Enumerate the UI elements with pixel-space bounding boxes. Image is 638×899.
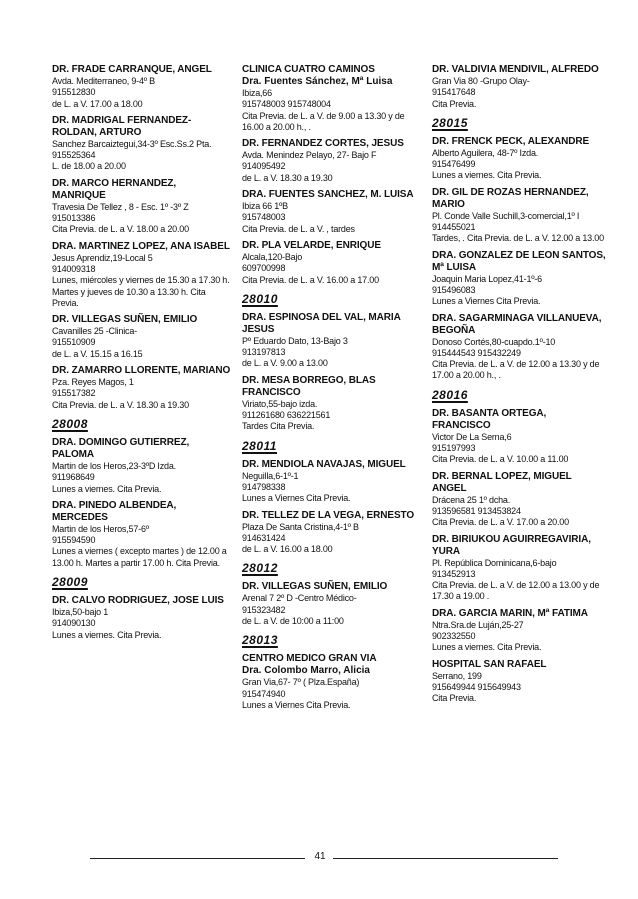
entry-hours: Cita Previa. <box>432 98 477 109</box>
directory-entry <box>52 115 232 173</box>
directory-entry <box>242 64 420 133</box>
entry-name: DR. VALDIVIA MENDIVIL, ALFREDO <box>432 64 599 75</box>
entry-name: DR. FRENCK PECK, ALEXANDRE <box>432 135 590 147</box>
entry-name: DRA. MARTINEZ LOPEZ, ANA ISABEL <box>52 240 230 252</box>
entry-hours: Cita Previa. de L. a V. 16.00 a 17.00 <box>242 274 379 285</box>
entry-address: Gran Via 80 -Grupo Olay- <box>432 76 530 86</box>
entry-address: Neguilla,6-1º-1 <box>242 470 299 481</box>
entry-phone: 915496083 <box>432 284 476 295</box>
entry-hours: Lunes a viernes ( excepto martes ) de 12.00 a 13.00 h. Martes a partir 17.00 h. Cita Previa. <box>52 546 227 568</box>
directory-entry <box>52 314 232 360</box>
postal-code-heading: 28008 <box>52 416 88 431</box>
directory-entry <box>432 187 607 245</box>
directory-entry <box>432 250 607 308</box>
entry-phone: 915013386 <box>52 213 96 224</box>
entry-name: DRA. SAGARMINAGA VILLANUEVA, BEGOÑA <box>432 312 602 336</box>
entry-hours: de L. a V. de 10:00 a 11:00 <box>242 616 344 627</box>
entry-phone: 915512830 <box>52 87 96 98</box>
entry-hours: Cita Previa. de L. a V. 18.00 a 20.00 <box>52 224 189 235</box>
entry-name: HOSPITAL SAN RAFAEL <box>432 658 547 670</box>
entry-address: Ntra.Sra.de Luján,25-27 <box>432 619 524 630</box>
entry-name: DR. CALVO RODRIGUEZ, JOSE LUIS <box>52 595 224 607</box>
entry-name: DRA. PINEDO ALBENDEA, MERCEDES <box>52 499 177 523</box>
directory-entry <box>242 653 420 711</box>
entry-phone: 914090130 <box>52 618 96 629</box>
entry-hours: Lunes a viernes. Cita Previa. <box>432 642 542 653</box>
entry-hours: Lunes a viernes. Cita Previa. <box>432 170 542 181</box>
entry-name: CENTRO MEDICO GRAN VIA <box>242 653 377 665</box>
entry-hours: Lunes a Viernes Cita Previa. <box>242 493 351 504</box>
directory-entry <box>52 595 232 641</box>
entry-name: DR. PLA VELARDE, ENRIQUE <box>242 239 381 251</box>
entry-phone: 902332550 <box>432 631 476 642</box>
entry-address: Plaza De Santa Cristina,4-1º B <box>242 521 359 532</box>
entry-phone: 915197993 <box>432 443 476 454</box>
directory-entry <box>432 64 607 110</box>
postal-code-heading: 28015 <box>432 115 468 130</box>
entry-phone: 915476499 <box>432 159 476 170</box>
directory-entry <box>52 178 232 236</box>
entry-phone: 911968649 <box>52 472 95 483</box>
entry-hours: de L. a V. 9.00 a 13.00 <box>242 358 328 369</box>
entry-name: DR. VILLEGAS SUÑEN, EMILIO <box>242 581 388 593</box>
entry-phone: 915649944 915649943 <box>432 681 521 692</box>
entry-address: Drácena 25 1º dcha. <box>432 494 511 505</box>
directory-entry <box>242 312 420 370</box>
entry-address: Ibiza 66 1ºB <box>242 201 288 212</box>
directory-entry <box>432 608 607 654</box>
directory-entry <box>52 241 232 309</box>
entry-address: Martin de los Heros,23-3ºD Izda. <box>52 460 176 471</box>
entry-address: Sanchez Barcaiztegui,34-3º Esc.Ss.2 Pta. <box>52 138 212 149</box>
entry-phone: 914455021 <box>432 222 476 233</box>
entry-phone: 913452913 <box>432 568 476 579</box>
entry-address: Serrano, 199 <box>432 670 482 681</box>
entry-name: CLINICA CUATRO CAMINOS <box>242 64 375 75</box>
postal-code-heading: 28010 <box>242 291 278 306</box>
directory-entry <box>242 459 420 505</box>
entry-name: DRA. ESPINOSA DEL VAL, MARIA JESUS <box>242 311 401 335</box>
entry-name: DRA. FUENTES SANCHEZ, M. LUISA <box>242 189 414 201</box>
entry-phone: 915323482 <box>242 604 286 615</box>
directory-entry <box>242 581 420 627</box>
entry-phone: 915417648 <box>432 87 476 98</box>
entry-address: Travesia De Tellez , 8 - Esc. 1º -3º Z <box>52 201 189 212</box>
entry-hours: Cita Previa. de L. a V. , tardes <box>242 223 355 234</box>
entry-name: DR. GIL DE ROZAS HERNANDEZ, MARIO <box>432 186 589 210</box>
entry-phone: 913596581 913453824 <box>432 505 521 516</box>
entry-doctor-name: Dra. Fuentes Sánchez, Mª Luisa <box>242 76 393 87</box>
entry-phone: 915517382 <box>52 388 96 399</box>
entry-name: DR. ZAMARRO LLORENTE, MARIANO <box>52 365 231 377</box>
directory-entry <box>242 240 420 286</box>
entry-hours: Lunes a Viernes Cita Previa. <box>242 699 351 710</box>
entry-address: Joaquin Maria Lopez,41-1º-6 <box>432 273 542 284</box>
entry-hours: Lunes, miércoles y viernes de 15.30 a 17.30 h. Martes y jueves de 10.30 a 13.30 h. Cita Previa. <box>52 275 230 308</box>
postal-code-heading: 28016 <box>432 387 468 402</box>
directory-entry <box>432 313 607 382</box>
directory-column-1 <box>52 64 232 646</box>
entry-phone: 914095492 <box>242 161 286 172</box>
directory-entry <box>432 534 607 603</box>
entry-address: Alcala,120-Bajo <box>242 251 303 262</box>
directory-entry <box>432 471 607 529</box>
entry-hours: Lunes a viernes. Cita Previa. <box>52 629 162 640</box>
entry-name: DR. BERNAL LOPEZ, MIGUEL ANGEL <box>432 470 572 494</box>
entry-phone: 609700998 <box>242 263 286 274</box>
entry-phone: 914009318 <box>52 263 96 274</box>
entry-hours: de L. a V. 15.15 a 16.15 <box>52 348 143 359</box>
entry-phone: 915510909 <box>52 337 96 348</box>
entry-phone: 911261680 636221561 <box>242 410 331 421</box>
entry-doctor-name: Dra. Colombo Marro, Alicia <box>242 665 370 677</box>
entry-hours: Cita Previa. <box>432 693 477 704</box>
directory-entry <box>432 136 607 182</box>
footer-rule-left <box>90 858 305 859</box>
entry-phone: 914798338 <box>242 481 286 492</box>
entry-address: Martin de los Heros,57-6º <box>52 523 149 534</box>
entry-hours: Tardes Cita Previa. <box>242 421 315 432</box>
entry-phone: 914631424 <box>242 532 286 543</box>
entry-name: DR. BIRIUKOU AGUIRREGAVIRIA, YURA <box>432 533 591 557</box>
directory-entry <box>432 659 607 705</box>
entry-hours: Lunes a viernes. Cita Previa. <box>52 483 162 494</box>
entry-hours: de L. a V. 16.00 a 18.00 <box>242 544 333 555</box>
entry-name: DR. MESA BORREGO, BLAS FRANCISCO <box>242 374 376 398</box>
directory-entry <box>242 138 420 184</box>
entry-address: Alberto Aguilera, 48-7º Izda. <box>432 147 539 158</box>
entry-hours: de L. a V. 17.00 a 18.00 <box>52 98 143 109</box>
entry-hours: Tardes, . Cita Previa. de L. a V. 12.00 a 13.00 <box>432 233 604 244</box>
entry-address: Pl. Conde Valle Suchill,3-comercial,1º I <box>432 210 580 221</box>
postal-code-heading: 28013 <box>242 633 278 648</box>
entry-phone: 915748003 915748004 <box>242 99 331 110</box>
entry-hours: Cita Previa. de L. a V. 18.30 a 19.30 <box>52 399 189 410</box>
entry-hours: de L. a V. 18.30 a 19.30 <box>242 172 333 183</box>
entry-phone: 913197813 <box>242 347 286 358</box>
directory-column-2 <box>242 64 420 716</box>
entry-phone: 915594590 <box>52 535 96 546</box>
entry-address: Pº Eduardo Dato, 13-Bajo 3 <box>242 335 348 346</box>
entry-address: Viriato,55-bajo izda. <box>242 398 318 409</box>
directory-column-3 <box>432 64 607 710</box>
entry-hours: Cita Previa. de L. a V. de 12.00 a 13.30 y de 17.00 a 20.00 h., . <box>432 359 600 381</box>
entry-phone: 915525364 <box>52 150 96 161</box>
entry-address: Ibiza,50-bajo 1 <box>52 607 109 618</box>
entry-address: Avda. Mediterraneo, 9-4º B <box>52 76 155 86</box>
postal-code-heading: 28012 <box>242 561 278 576</box>
entry-name: DRA. GONZALEZ DE LEON SANTOS, Mª LUISA <box>432 249 606 273</box>
entry-address: Cavanilles 25 -Clinica- <box>52 326 137 337</box>
entry-address: Avda. Menindez Pelayo, 27- Bajo F <box>242 150 377 161</box>
entry-phone: 915474940 <box>242 688 286 699</box>
directory-entry <box>432 408 607 466</box>
entry-address: Gran Via,67- 7º ( Plza.España) <box>242 677 360 688</box>
entry-address: Pl. República Dominicana,6-bajo <box>432 557 557 568</box>
entry-hours: L. de 18.00 a 20.00 <box>52 161 126 172</box>
directory-entry <box>242 189 420 235</box>
entry-hours: Cita Previa. de L. a V. 10.00 a 11.00 <box>432 454 569 465</box>
entry-address: Pza. Reyes Magos, 1 <box>52 377 134 388</box>
entry-address: Jesus Aprendiz,19-Local 5 <box>52 252 153 263</box>
entry-address: Victor De La Serna,6 <box>432 431 512 442</box>
entry-hours: Lunes a Viernes Cita Previa. <box>432 296 541 307</box>
postal-code-heading: 28011 <box>242 438 277 453</box>
directory-entry <box>52 64 232 110</box>
page-number: 41 <box>314 851 326 862</box>
entry-name: DRA. GARCIA MARIN, Mª FATIMA <box>432 607 588 619</box>
entry-phone: 915444543 915432249 <box>432 347 521 358</box>
entry-name: DR. MARCO HERNANDEZ, MANRIQUE <box>52 177 177 201</box>
directory-entry <box>242 375 420 433</box>
entry-name: DR. FRADE CARRANQUE, ANGEL <box>52 64 212 75</box>
entry-phone: 915748003 <box>242 212 286 223</box>
entry-name: DR. BASANTA ORTEGA, FRANCISCO <box>432 407 547 431</box>
directory-entry <box>52 365 232 411</box>
entry-name: DR. FERNANDEZ CORTES, JESUS <box>242 138 404 150</box>
directory-entry <box>52 437 232 495</box>
entry-hours: Cita Previa. de L. a V. de 9.00 a 13.30 y de 16.00 a 20.00 h., . <box>242 110 405 132</box>
directory-entry <box>242 510 420 556</box>
entry-address: Arenal 7 2º D -Centro Médico- <box>242 593 357 604</box>
entry-hours: Cita Previa. de L. a V. 17.00 a 20.00 <box>432 517 569 528</box>
postal-code-heading: 28009 <box>52 575 88 590</box>
footer-rule-right <box>333 858 558 859</box>
directory-entry <box>52 500 232 569</box>
entry-hours: Cita Previa. de L. a V. de 12.00 a 13.00 y de 17.30 a 19.00 . <box>432 580 600 602</box>
entry-name: DR. MADRIGAL FERNANDEZ-ROLDAN, ARTURO <box>52 114 192 138</box>
entry-address: Donoso Cortés,80-cuapdo.1º-10 <box>432 336 556 347</box>
entry-name: DR. VILLEGAS SUÑEN, EMILIO <box>52 314 198 326</box>
entry-name: DR. TELLEZ DE LA VEGA, ERNESTO <box>242 509 415 521</box>
entry-address: Ibiza,66 <box>242 88 272 98</box>
entry-name: DR. MENDIOLA NAVAJAS, MIGUEL <box>242 458 406 470</box>
entry-name: DRA. DOMINGO GUTIERREZ, PALOMA <box>52 436 190 460</box>
